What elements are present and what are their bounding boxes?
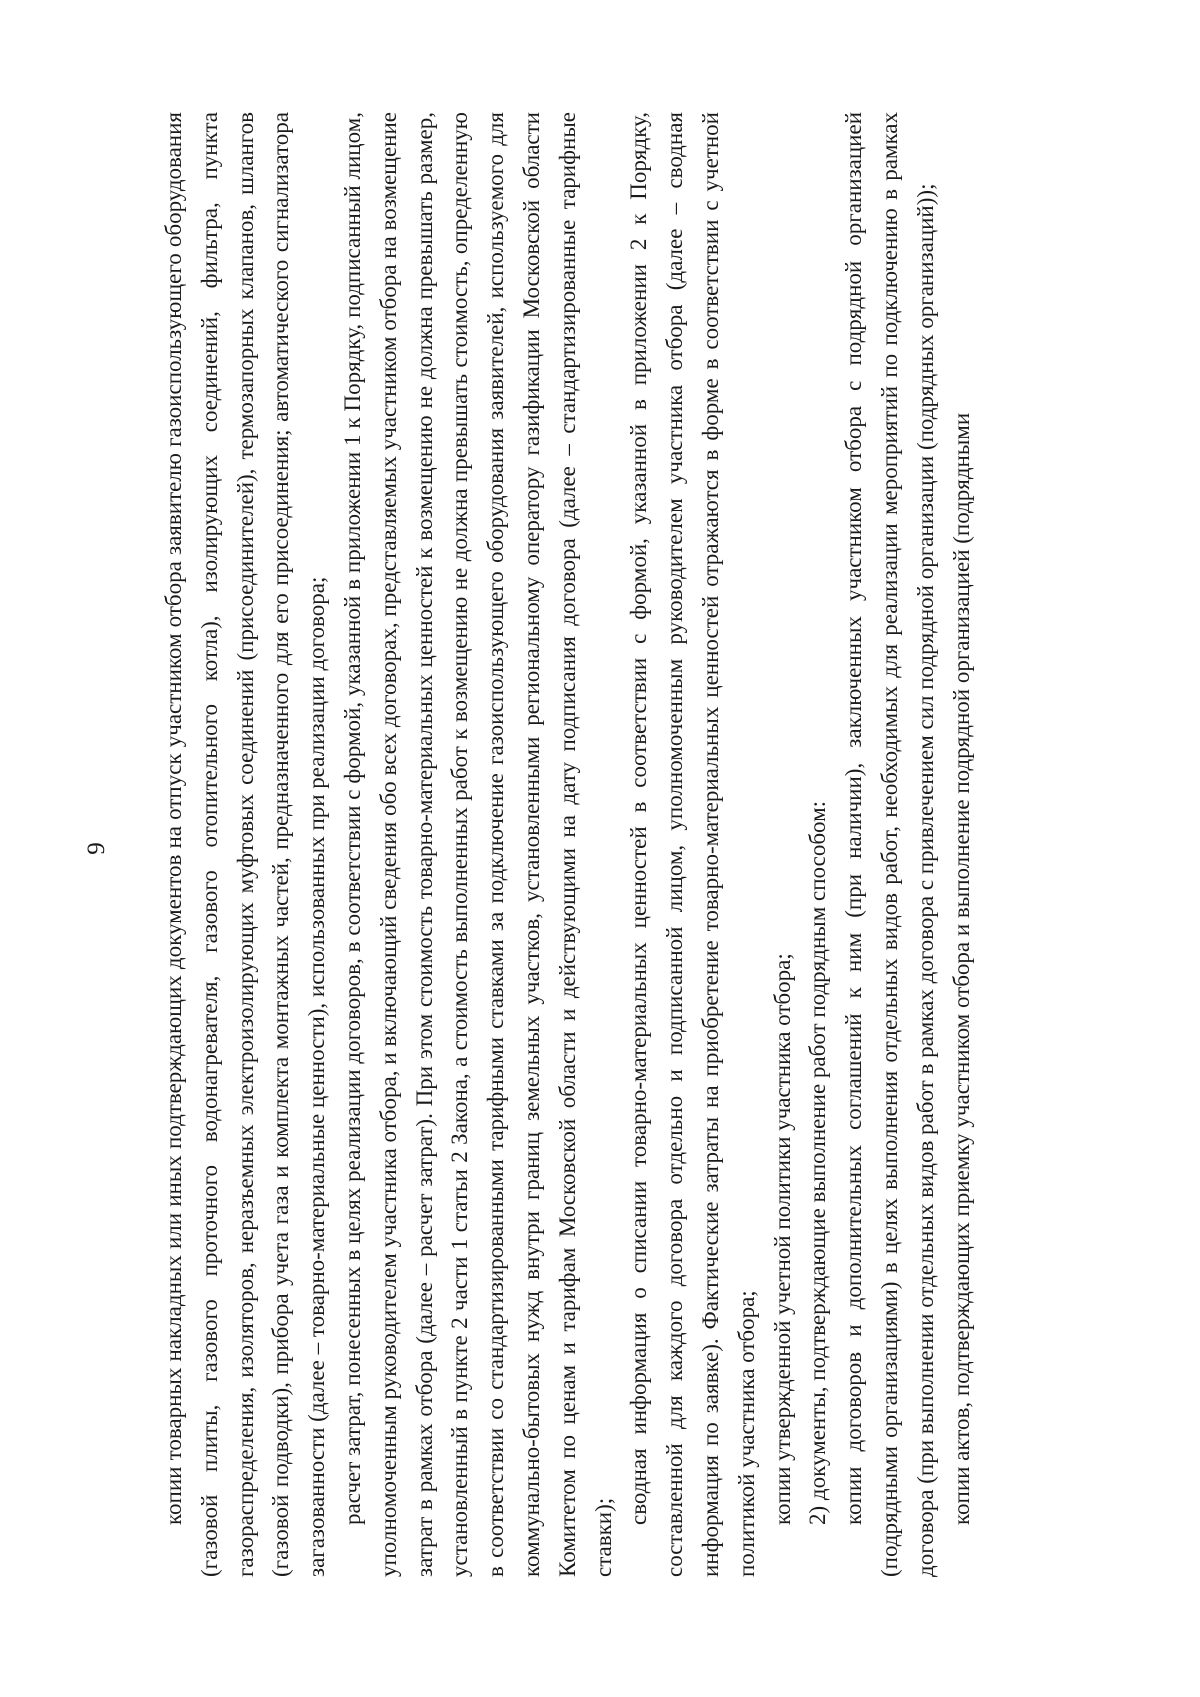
paragraph-invoices: копии товарных накладных или иных подтверждающих документов на отпуск участником отбора заявителю газоиспользующего оборудования (газовой плиты, газового проточного водонагревателя, газового отопительного котла), изолирующих соединений, фильтра, пункта газораспределения, изоляторов, неразъемных электроизолирующих муфтовых соединений (присоединителей), термозапорных клапанов, шлангов (газовой подводки), прибора учета газа и комплекта монтажных частей, предназначенного для его присоединения; автоматического сигнализатора загазованности (далее – товарно-материальные ценности), использованных при реализации договора; xyxy=(161,112,330,1577)
document-body xyxy=(156,112,979,1577)
paragraph-acceptance-acts: копии актов, подтверждающих приемку участником отбора и выполнение подрядной организацией (подрядными xyxy=(948,412,974,1525)
paragraph-accounting-policy: копии утвержденной учетной политики участника отбора; xyxy=(769,953,795,1525)
paragraph-contractor-documents-heading: 2) документы, подтверждающие выполнение работ подрядным способом: xyxy=(805,800,831,1525)
page-number: 9 xyxy=(83,842,110,855)
paragraph-cost-calculation: расчет затрат, понесенных в целях реализации договоров, в соответствии с формой, указанной в приложении 1 к Порядку, подписанный лицом, уполномоченным руководителем участника отбора, и включающий сведения обо всех договорах, представляемых участником отбора на возмещение затрат в рамках отбора (далее – расчет затрат). При этом стоимость товарно-материальных ценностей к возмещению не должна превышать размер, установленный в пункте 2 части 1 статьи 2 Закона, а стоимость выполненных работ к возмещению не должна превышать стоимость, определенную в соответствии со стандартизированными тарифными ставками за подключение газоиспользующего оборудования заявителей, используемого для коммунально-бытовых нужд внутри границ земельных участков, установленными региональному оператору газификации Московской области Комитетом по ценам и тарифам Московской области и действующими на дату подписания договора (далее – стандартизированные тарифные ставки); xyxy=(339,112,616,1577)
paragraph-contractor-agreements: копии договоров и дополнительных соглашений к ним (при наличии), заключенных участником отбора с подрядной организацией (подрядными организациями) в целях выполнения отдельных видов работ, необходимых для реализации мероприятий по подключению в рамках договора (при выполнении отдельных видов работ в рамках договора с привлечением сил подрядной организации (подрядных организаций)); xyxy=(841,112,938,1577)
paragraph-write-off-summary: сводная информация о списании товарно-материальных ценностей в соответствии с формой, указанной в приложении 2 к Порядку, составленной для каждого договора отдельно и подписанной лицом, уполномоченным руководителем участника отбора (далее – сводная информация по заявке). Фактические затраты на приобретение товарно-материальных ценностей отражаются в форме в соответствии с учетной политикой участника отбора; xyxy=(626,112,759,1577)
